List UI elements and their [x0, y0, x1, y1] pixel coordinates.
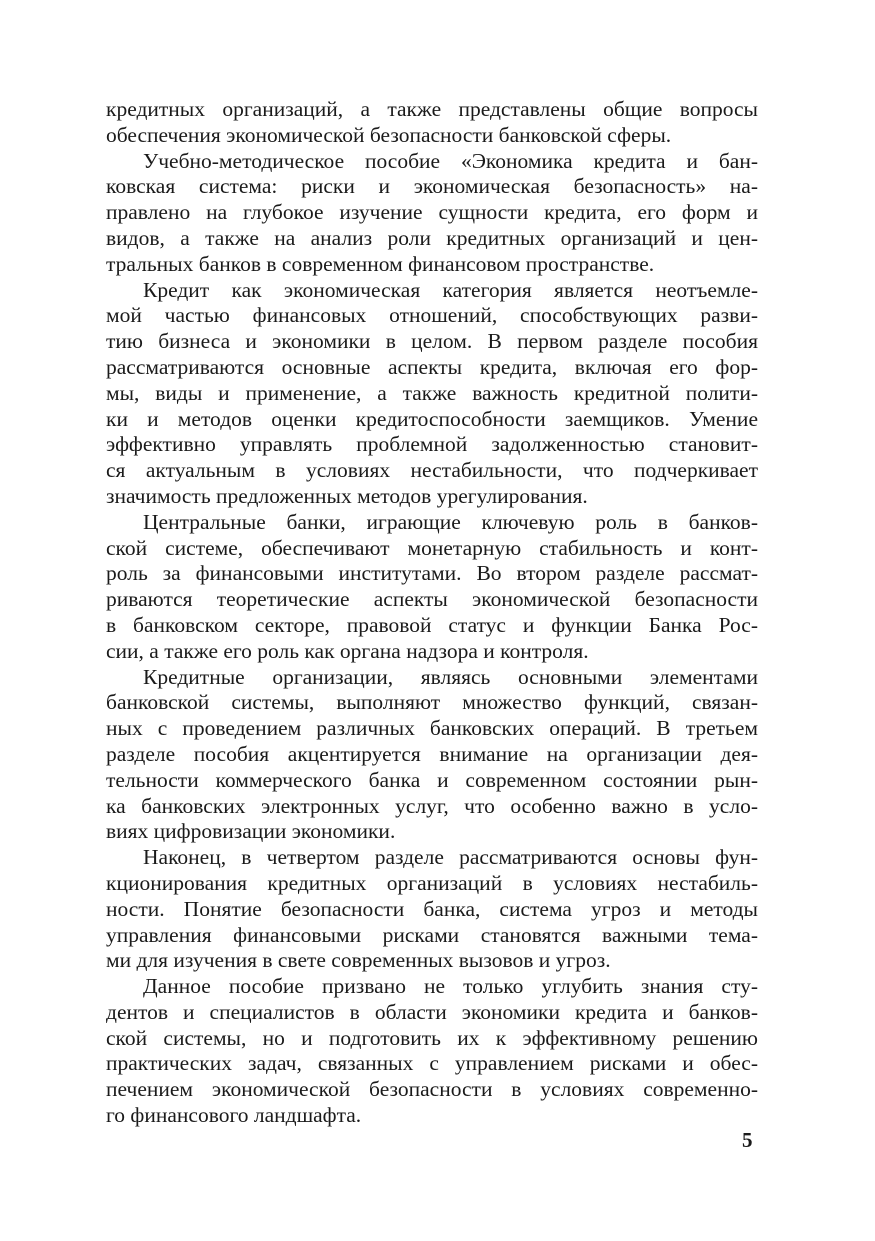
- text-line: печением экономической безопасности в условиях современно-: [106, 1077, 758, 1102]
- text-line: значимость предложенных методов урегулирования.: [106, 483, 588, 508]
- text-line: практических задач, связанных с управлением рисками и обес-: [106, 1051, 758, 1076]
- text-line: рассматриваются основные аспекты кредита, включая его фор-: [106, 354, 758, 379]
- text-line: Наконец, в четвертом разделе рассматриваются основы фун-: [143, 845, 758, 870]
- text-line: обеспечения экономической безопасности банковской сферы.: [106, 122, 672, 147]
- text-line: го финансового ландшафта.: [106, 1103, 362, 1128]
- paragraph-section-one: [106, 278, 758, 510]
- text-line: правлено на глубокое изучение сущности кредита, его форм и: [106, 200, 758, 225]
- text-line: дентов и специалистов в области экономики кредита и банков-: [106, 999, 758, 1024]
- text-line: ми для изучения в свете современных вызовов и угроз.: [106, 948, 611, 973]
- text-line: мой частью финансовых отношений, способствующих разви-: [106, 303, 758, 328]
- text-line: ся актуальным в условиях нестабильности, что подчеркивает: [106, 458, 758, 483]
- text-line: роль за финансовыми институтами. Во втором разделе рассмат-: [106, 561, 758, 586]
- paragraph-textbook-purpose: [106, 149, 758, 278]
- text-line: тральных банков в современном финансовом пространстве.: [106, 251, 655, 276]
- text-line: ковская система: риски и экономическая безопасность» на-: [106, 174, 758, 199]
- text-line: тельности коммерческого банка и современном состоянии рын-: [106, 767, 758, 792]
- text-line: эффективно управлять проблемной задолженностью становит-: [106, 432, 758, 457]
- text-line: видов, а также на анализ роли кредитных организаций и цен-: [106, 225, 758, 250]
- page-number: 5: [742, 1128, 753, 1152]
- text-line: ской системы, но и подготовить их к эффективному решению: [106, 1025, 758, 1050]
- text-line: управления финансовыми рисками становятся важными тема-: [106, 922, 758, 947]
- text-line: тию бизнеса и экономики в целом. В первом разделе пособия: [106, 329, 758, 354]
- text-line: Кредит как экономическая категория является неотъемле-: [143, 277, 758, 302]
- text-line: Учебно-методическое пособие «Экономика кредита и бан-: [143, 148, 758, 173]
- paragraph-section-three: [106, 665, 758, 846]
- text-line: сии, а также его роль как органа надзора и контроля.: [106, 638, 589, 663]
- text-line: в банковском секторе, правовой статус и функции Банка Рос-: [106, 612, 758, 637]
- text-line: Данное пособие призвано не только углубить знания сту-: [143, 974, 758, 999]
- text-line: ных с проведением различных банковских операций. В третьем: [106, 716, 758, 741]
- paragraph-section-four: [106, 845, 758, 974]
- text-line: ской системе, обеспечивают монетарную стабильность и конт-: [106, 535, 758, 560]
- text-line: мы, виды и применение, а также важность кредитной полити-: [106, 380, 758, 405]
- document-body: [106, 97, 758, 1129]
- text-line: риваются теоретические аспекты экономической безопасности: [106, 587, 758, 612]
- text-line: кредитных организаций, а также представлены общие вопросы: [106, 97, 758, 121]
- text-line: ки и методов оценки кредитоспособности заемщиков. Умение: [106, 406, 758, 431]
- paragraph-conclusion: [106, 974, 758, 1129]
- text-line: разделе пособия акцентируется внимание на организации дея-: [106, 741, 758, 766]
- text-line: ка банковских электронных услуг, что особенно важно в усло-: [106, 793, 758, 818]
- text-line: Кредитные организации, являясь основными элементами: [143, 664, 758, 689]
- paragraph-section-two: [106, 510, 758, 665]
- text-line: Центральные банки, играющие ключевую роль в банков-: [143, 509, 758, 534]
- text-line: ности. Понятие безопасности банка, система угроз и методы: [106, 896, 758, 921]
- text-line: кционирования кредитных организаций в условиях нестабиль-: [106, 870, 758, 895]
- text-line: виях цифровизации экономики.: [106, 819, 396, 844]
- text-line: банковской системы, выполняют множество функций, связан-: [106, 690, 758, 715]
- paragraph-intro-continuation: [106, 97, 758, 149]
